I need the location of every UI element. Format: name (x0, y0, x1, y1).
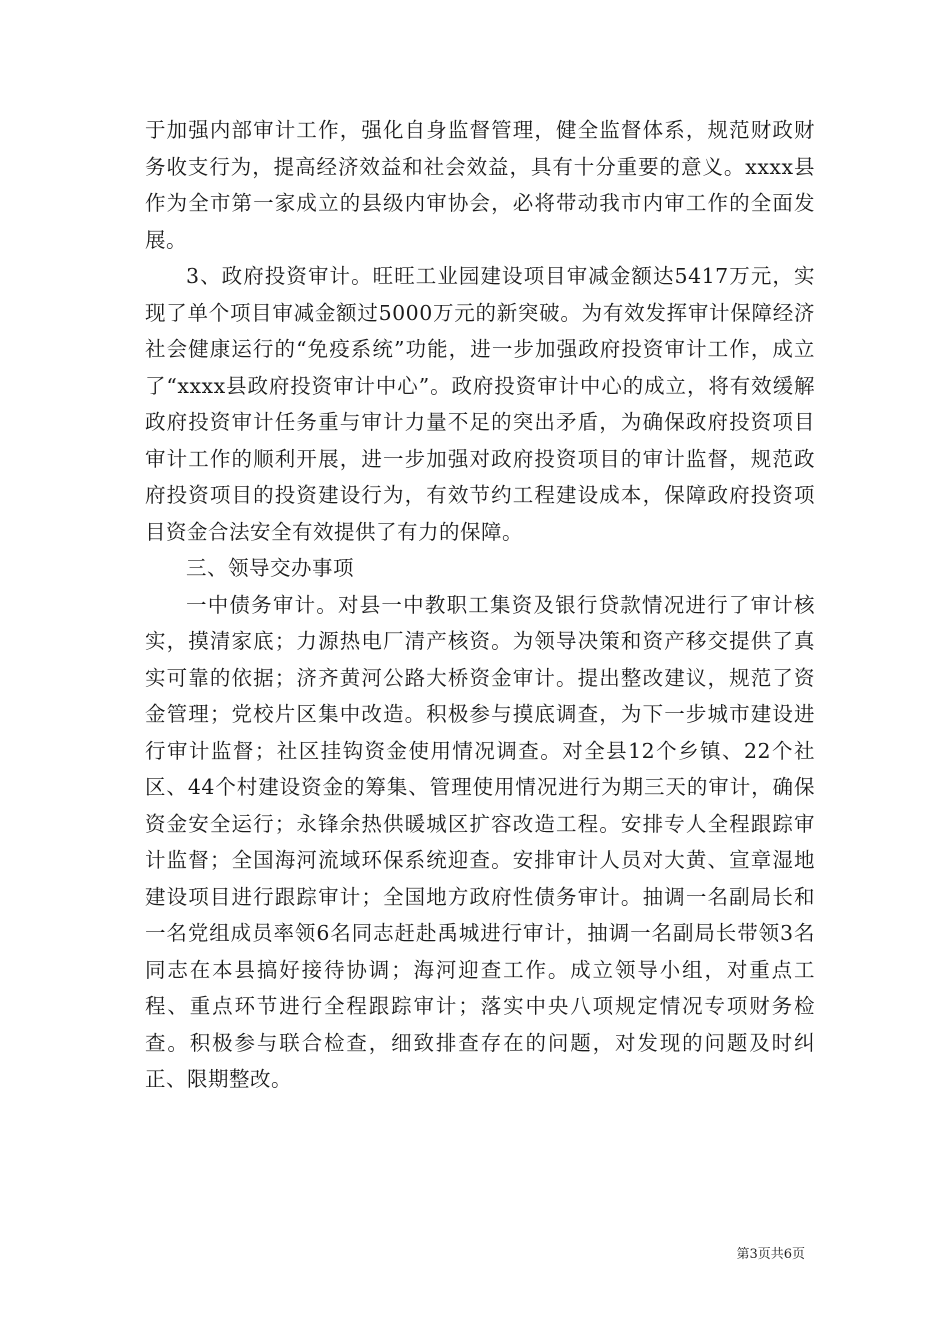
paragraph-government-investment-audit: 3、政府投资审计。旺旺工业园建设项目审减金额达5417万元，实现了单个项目审减金额过5000万元的新突破。为有效发挥审计保障经济社会健康运行的“免疫系统”功能，进一步加强政府投资审计工作，成立了“xxxx县政府投资审计中心”。政府投资审计中心的成立，将有效缓解政府投资审计任务重与审计力量不足的突出矛盾，为确保政府投资项目审计工作的顺利开展，进一步加强对政府投资项目的审计监督，规范政府投资项目的投资建设行为，有效节约工程建设成本，保障政府投资项目资金合法安全有效提供了有力的保障。 (145, 264, 815, 544)
document-body (145, 112, 815, 1098)
paragraph-leadership-tasks: 一中债务审计。对县一中教职工集资及银行贷款情况进行了审计核实，摸清家底；力源热电厂清产核资。为领导决策和资产移交提供了真实可靠的依据；济齐黄河公路大桥资金审计。提出整改建议，规范了资金管理；党校片区集中改造。积极参与摸底调查，为下一步城市建设进行审计监督；社区挂钩资金使用情况调查。对全县12个乡镇、22个社区、44个村建设资金的筹集、管理使用情况进行为期三天的审计，确保资金安全运行；永锋余热供暖城区扩容改造工程。安排专人全程跟踪审计监督；全国海河流域环保系统迎查。安排审计人员对大黄、宣章湿地建设项目进行跟踪审计；全国地方政府性债务审计。抽调一名副局长和一名党组成员率领6名同志赶赴禹城进行审计，抽调一名副局长带领3名同志在本县搞好接待协调；海河迎查工作。成立领导小组，对重点工程、重点环节进行全程跟踪审计；落实中央八项规定情况专项财务检查。积极参与联合检查，细致排查存在的问题，对发现的问题及时纠正、限期整改。 (145, 592, 815, 1091)
paragraph-continuation: 于加强内部审计工作，强化自身监督管理，健全监督体系，规范财政财务收支行为，提高经济效益和社会效益，具有十分重要的意义。xxxx县作为全市第一家成立的县级内审协会，必将带动我市内审工作的全面发展。 (145, 118, 815, 252)
section-heading-leadership-tasks: 三、领导交办事项 (186, 556, 354, 580)
page-number-footer: 第3页共6页 (736, 1247, 805, 1262)
